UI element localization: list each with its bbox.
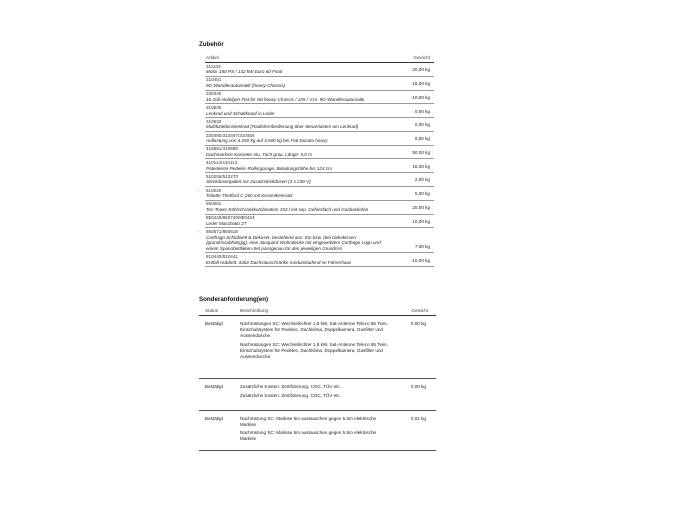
header-article: Artikel bbox=[206, 55, 219, 60]
request-row bbox=[199, 379, 436, 411]
article-code: 310632 bbox=[206, 118, 222, 124]
article-weight: 5,00 kg bbox=[414, 191, 430, 197]
request-weight: 0,00 kg bbox=[410, 321, 426, 326]
request-status: Bestätigt bbox=[205, 416, 223, 421]
accessory-row bbox=[205, 215, 434, 229]
article-code: 330340 bbox=[206, 91, 222, 97]
article-code: 330480/310467/310466 bbox=[206, 132, 255, 138]
article-description: Dachmarkise Kassette Alu, Tuch grau, Länge: 5,0 m bbox=[206, 151, 312, 157]
request-status: Bestätigt bbox=[205, 384, 223, 389]
requests-title: Sonderanforderung(en) bbox=[199, 296, 269, 303]
accessories-table bbox=[198, 54, 434, 267]
request-row bbox=[199, 316, 436, 379]
row-marker: › bbox=[198, 187, 200, 193]
article-weight: 20,00 kg bbox=[412, 205, 430, 210]
article-description: Leder Macchiato 2T bbox=[206, 220, 247, 226]
article-weight: 20,00 kg bbox=[412, 67, 430, 73]
article-code: 850571/850518 bbox=[206, 228, 238, 234]
accessory-row bbox=[205, 173, 434, 187]
article-weight: 0,00 kg bbox=[414, 136, 430, 142]
request-description: Nachrüstung SC: Markise 5m austauschen gegen 5,5m elektrische Markise bbox=[240, 430, 377, 441]
request-description: Zusätzliche Kosten: Zertifizierung, COC, TÜV etc. bbox=[240, 393, 342, 398]
article-description: Tec-Tower Kühlschrankkombination 153 l mit sep. Gefrierfach und Gasbackofen bbox=[206, 207, 369, 212]
accessory-row bbox=[205, 104, 434, 118]
accessory-row bbox=[205, 201, 434, 215]
request-row bbox=[199, 411, 436, 451]
request-weight: 0,01 kg bbox=[410, 416, 426, 421]
article-description: Toilette Thetford C 260 mit Keramikeinsatz bbox=[206, 193, 293, 199]
article-code: 310630 bbox=[206, 104, 222, 110]
article-code: 810440/810441 bbox=[206, 253, 238, 259]
article-code: 850425/850740/850424 bbox=[206, 215, 255, 221]
row-marker: › bbox=[198, 228, 200, 234]
article-code: 610220 bbox=[206, 187, 222, 193]
accessory-row bbox=[198, 187, 434, 201]
article-code: 410114/410113 bbox=[206, 160, 238, 166]
article-description: Entfall Hubbett, dafür Dachstauschränke rundumlaufend im Fahrerhaus bbox=[206, 259, 352, 265]
article-description: Multifunktionslenkrad (Radiofernbedienung über Steuertasten am Lenkrad) bbox=[206, 124, 359, 130]
accessory-row bbox=[205, 146, 434, 160]
accessory-row bbox=[205, 77, 434, 91]
article-description: Patentierte Pedelec-Rollergarage, Beladungshöhe bis 124 cm bbox=[206, 165, 332, 171]
accessories-rows bbox=[198, 63, 434, 267]
article-code: 310401 bbox=[206, 77, 222, 83]
accessory-row bbox=[205, 118, 434, 132]
article-description: Carthago Schlafwelt & Dekoset, bestehend aus: Ein bzw. drei Dekokissen (grundrissabhängig), eine Jacquard-Wohndecke mit eingewebtem Carthago Logo und einem Spannbettlaken-Set passgenau für den jeweiligen Grundriss bbox=[206, 234, 381, 251]
accessory-row bbox=[205, 253, 434, 267]
article-weight: -10,00 kg bbox=[410, 257, 430, 263]
article-description: Auflastung von 4.250 kg auf 4.500 kg bei Fiat Ducato heavy bbox=[206, 138, 328, 144]
requests-table-header bbox=[199, 307, 436, 316]
header-description: Beschreibung bbox=[240, 308, 269, 313]
article-description: Steckdosenpaket mit Zusatzsteckdosen (3 x 230 V) bbox=[206, 179, 311, 185]
article-code: 550081 bbox=[206, 201, 222, 207]
article-description: 9G-Wandlerautomatik (heavy-Chassis) bbox=[206, 82, 286, 88]
request-description: Nachrüstung SC: Markise 5m austauschen gegen 5,5m elektrische Markise bbox=[240, 416, 377, 427]
article-description: 16 Zoll Alufelgen Fiat für N0 heavy Chassis / 135 / V.m. 9G-Wandlerautomatik bbox=[206, 96, 365, 102]
request-description: Nachrüstungen SC: Wechselrichter 1,8 kW, Sat-Antenne Teleco 85 Twin, Einschubsystem für Pedelec, Dachklima, Doppelkamera, Gasfilter und Aussendusche bbox=[240, 321, 388, 338]
article-code: 510255/510270 bbox=[206, 173, 238, 179]
article-weight: 2,00 kg bbox=[414, 177, 430, 183]
article-code: 311103 bbox=[206, 63, 221, 69]
article-weight: 10,00 kg bbox=[412, 218, 430, 224]
accessory-row bbox=[205, 159, 434, 173]
accessory-row bbox=[205, 91, 434, 105]
article-weight: -10,00 kg bbox=[410, 94, 430, 100]
accessories-table-header bbox=[205, 54, 434, 63]
requests-table bbox=[199, 307, 436, 451]
article-weight: 15,00 kg bbox=[412, 163, 430, 169]
header-weight: Gewicht bbox=[413, 55, 430, 60]
request-status: Bestätigt bbox=[205, 321, 223, 326]
accessory-row bbox=[205, 63, 434, 77]
header-status: Status bbox=[205, 308, 219, 313]
article-code: 410581/410580 bbox=[206, 146, 238, 152]
accessory-row bbox=[205, 132, 434, 146]
header-weight: Gewicht bbox=[411, 308, 428, 313]
article-weight: 0,00 kg bbox=[414, 108, 430, 114]
article-description: Motor 180 PS / 132 kW Euro 6d Final bbox=[206, 69, 283, 75]
article-description: Lenkrad und Schaltknauf in Leder bbox=[206, 110, 275, 116]
article-weight: 7,00 kg bbox=[414, 243, 430, 249]
request-weight: 0,00 kg bbox=[410, 384, 426, 389]
article-weight: 15,00 kg bbox=[412, 80, 430, 86]
request-description: Zusätzliche Kosten: Zertifizierung, COC, TÜV etc. bbox=[240, 384, 342, 389]
accessory-row bbox=[198, 228, 434, 253]
request-description: Nachrüstungen SC: Wechselrichter 1,8 kW, Sat-Antenne Teleco 85 Twin, Einschubsystem für Pedelec, Dachklima, Doppelkamera, Gasfilter und Aussendusche bbox=[240, 342, 388, 359]
article-weight: 0,00 kg bbox=[414, 122, 430, 128]
article-weight: 50,00 kg bbox=[412, 149, 430, 155]
accessories-title: Zubehör bbox=[199, 41, 224, 48]
